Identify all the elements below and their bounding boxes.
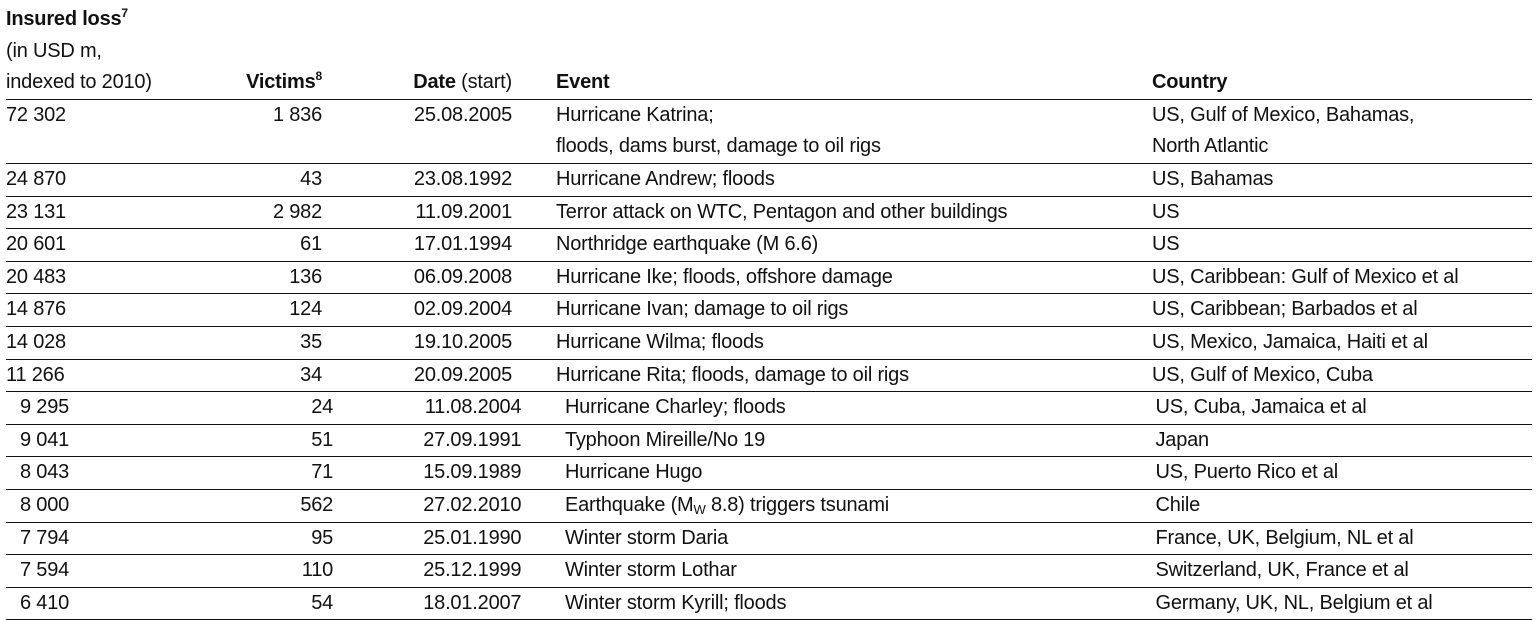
header-row [6,67,1532,99]
event-line: Typhoon Mireille/No 19 [564,428,766,451]
event-text-post: 8.8) triggers tsunami [705,493,890,516]
table-row [6,523,1532,556]
insured-loss-cell: 14 028 [6,330,66,353]
country-cell [1155,392,1532,424]
insured-loss-cell: 14 876 [6,298,66,321]
table-row [6,360,1532,393]
country-cell [1152,294,1532,326]
table-header [6,4,1532,99]
insured-loss-cell: 72 302 [6,103,66,126]
event-cell [565,425,1156,457]
loss-table [6,4,1532,620]
country-line: US, Mexico, Jamaica, Haiti et al [1152,330,1428,353]
insured-loss-cell: 23 131 [6,200,66,223]
victims-cell: 136 [289,265,322,288]
table-row [6,294,1532,327]
country-line: US, Puerto Rico et al [1155,461,1339,484]
date-cell: 25.08.2005 [413,103,512,126]
country-cell [1152,229,1532,261]
table-row [6,262,1532,295]
date-cell: 06.09.2008 [413,265,512,288]
event-cell [556,327,1152,359]
table-row [6,425,1532,458]
event-cell [556,164,1152,196]
event-line: Hurricane Ivan; damage to oil rigs [556,298,849,321]
event-cell [556,229,1152,261]
country-cell [1152,327,1532,359]
victims-cell: 110 [301,559,334,582]
country-cell [1152,164,1532,196]
footnote-8: 8 [315,69,322,84]
victims-cell: 2 982 [272,200,322,223]
country-line: US [1152,200,1180,223]
table-row [6,164,1532,197]
insured-loss-cell: 8 043 [20,461,70,484]
victims-cell: 54 [311,591,334,614]
date-cell: 02.09.2004 [413,298,512,321]
event-heading: Event [556,71,610,94]
country-line: Chile [1155,493,1201,516]
event-line [565,490,1156,522]
victims-cell: 1 836 [272,103,322,126]
event-cell [565,457,1156,489]
table-row [6,457,1532,490]
date-title: Date [413,71,456,94]
victims-cell: 35 [300,330,322,353]
country-cell [1155,457,1532,489]
event-line: Hurricane Andrew; floods [556,167,775,190]
country-line: Japan [1155,428,1209,451]
table-row [6,197,1532,230]
event-cell [556,262,1152,294]
insured-loss-cell: 6 410 [20,591,70,614]
victims-cell: 95 [311,526,334,549]
event-text-sub: W [693,501,706,517]
country-cell [1155,588,1532,620]
country-cell [1155,490,1532,522]
country-cell [1155,425,1532,457]
date-cell: 23.08.1992 [413,167,512,190]
event-cell [556,294,1152,326]
victims-heading [186,67,322,99]
country-line: US, Gulf of Mexico, Cuba [1152,363,1373,386]
date-suffix: (start) [455,71,512,94]
country-line: US, Cuba, Jamaica et al [1155,396,1367,419]
event-text-pre: Earthquake (M [564,493,694,516]
table-row [6,100,1532,164]
date-cell: 11.08.2004 [424,396,522,419]
event-line: floods, dams burst, damage to oil rigs [556,135,881,158]
event-line: Hurricane Wilma; floods [556,330,764,353]
event-cell [556,197,1152,229]
footnote-7: 7 [121,6,128,20]
date-cell: 15.09.1989 [423,461,522,484]
country-line: Germany, UK, NL, Belgium et al [1155,591,1433,614]
event-cell [565,523,1156,555]
event-line: Hurricane Charley; floods [564,396,786,419]
event-line: Hurricane Hugo [564,461,703,484]
date-cell: 25.12.1999 [423,559,522,582]
country-cell [1152,360,1532,392]
victims-cell: 124 [289,298,322,321]
victims-title: Victims [246,71,316,94]
event-cell [565,555,1156,587]
country-line: France, UK, Belgium, NL et al [1155,526,1414,549]
date-cell: 19.10.2005 [413,330,512,353]
victims-cell: 43 [300,167,322,190]
insured-loss-cell: 7 794 [20,526,70,549]
country-cell [1152,100,1532,163]
event-line: Winter storm Daria [564,526,729,549]
country-cell [1152,262,1532,294]
table-row [6,490,1532,523]
country-line: North Atlantic [1152,135,1269,158]
country-cell [1152,197,1532,229]
table-row [6,327,1532,360]
event-cell [565,588,1156,620]
victims-cell: 34 [300,363,322,386]
country-line: US, Bahamas [1152,167,1274,190]
event-line: Terror attack on WTC, Pentagon and other buildings [556,200,1008,223]
event-cell [565,490,1156,522]
insured-loss-cell: 8 000 [20,493,70,516]
event-line: Hurricane Rita; floods, damage to oil rigs [556,363,909,386]
country-line: US, Caribbean: Gulf of Mexico et al [1152,265,1459,288]
victims-cell: 24 [311,396,334,419]
date-cell: 20.09.2005 [413,363,512,386]
country-line: US, Caribbean; Barbados et al [1152,298,1418,321]
event-line: Northridge earthquake (M 6.6) [556,233,819,256]
table-row [6,229,1532,262]
insured-loss-cell: 9 041 [20,428,70,451]
insured-loss-cell: 11 266 [6,363,65,386]
event-line: Winter storm Lothar [564,559,737,582]
country-line: US [1152,233,1180,256]
victims-cell: 51 [311,428,334,451]
victims-cell: 71 [311,461,334,484]
country-line: US, Gulf of Mexico, Bahamas, [1152,103,1415,126]
table-body [6,100,1532,620]
date-heading [322,67,512,99]
loss-unit-line-1: (in USD m, [6,39,102,62]
event-line: Winter storm Kyrill; floods [564,591,787,614]
insured-loss-cell: 9 295 [20,396,70,419]
date-cell: 11.09.2001 [415,200,512,223]
country-cell [1155,523,1532,555]
table-row [6,588,1532,620]
date-cell: 27.02.2010 [423,493,522,516]
date-cell: 18.01.2007 [423,591,522,614]
date-cell: 27.09.1991 [423,428,522,451]
event-line: Hurricane Katrina; [556,103,714,126]
loss-unit-line-2: indexed to 2010) [6,71,152,94]
victims-cell: 562 [300,493,334,516]
insured-loss-cell: 7 594 [20,559,70,582]
insured-loss-heading [6,4,1532,36]
insured-loss-cell: 20 601 [6,233,66,256]
insured-loss-cell: 20 483 [6,265,66,288]
event-cell [565,392,1156,424]
country-cell [1155,555,1532,587]
table-row [6,555,1532,588]
insured-loss-cell: 24 870 [6,167,66,190]
event-line: Hurricane Ike; floods, offshore damage [556,265,893,288]
date-cell: 17.01.1994 [413,233,512,256]
victims-cell: 61 [300,233,322,256]
country-line: Switzerland, UK, France et al [1155,559,1409,582]
event-cell [556,360,1152,392]
table-row [6,392,1532,425]
country-heading: Country [1152,71,1228,94]
event-cell [556,100,1152,163]
insured-loss-title: Insured loss [6,8,122,30]
date-cell: 25.01.1990 [423,526,522,549]
